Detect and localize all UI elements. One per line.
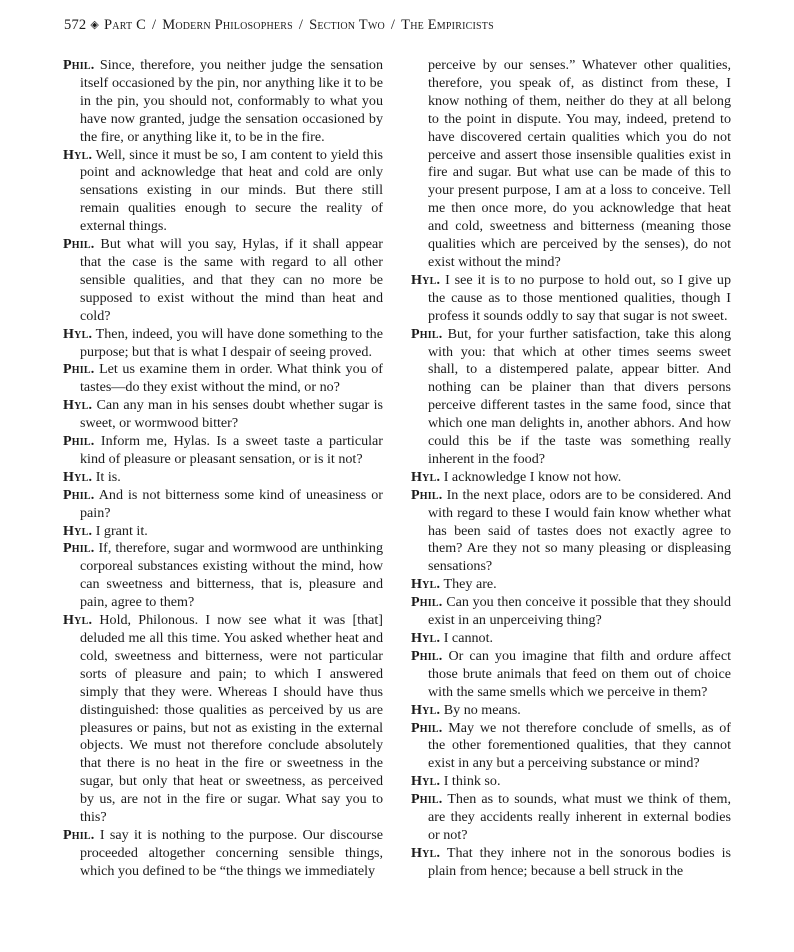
dialogue-paragraph: [63, 487, 383, 523]
dialogue-paragraph: [411, 272, 731, 326]
speaker-label: Hyl.: [411, 844, 441, 861]
paragraph-text: That they inhere not in the sonorous bodies is plain from hence; because a bell struck in the: [428, 844, 731, 879]
dialogue-paragraph: [411, 576, 731, 594]
speaker-label: Phil.: [63, 57, 95, 73]
dialogue-paragraph-continued: [411, 57, 731, 272]
dialogue-paragraph: [63, 827, 383, 881]
diamond-ornament-icon: ◈: [90, 19, 100, 31]
left-column: [63, 57, 383, 881]
paragraph-text: I think so.: [443, 773, 501, 790]
right-column: [411, 57, 731, 881]
header-book: Modern Philosophers: [162, 17, 293, 33]
header-section: Section Two: [309, 17, 385, 33]
paragraph-text: Since, therefore, you neither judge the sensation itself occasioned by the pin, nor anything like it to be in the pin, you should not, conformably to what you have now granted, judge the sensation occasioned by the fire, or anything like it, to be in the fire.: [80, 57, 383, 145]
header-separator: /: [298, 17, 304, 33]
header-part: Part C: [104, 17, 146, 33]
paragraph-text: If, therefore, sugar and wormwood are unthinking corporeal substances existing without the mind, how can sweetness and bitterness, that is, pleasure and pain, agree to them?: [80, 540, 383, 611]
dialogue-paragraph: [63, 361, 383, 397]
dialogue-paragraph: [411, 594, 731, 630]
speaker-label: Phil.: [411, 647, 443, 664]
paragraph-text: They are.: [443, 576, 497, 593]
header-separator: /: [152, 17, 157, 33]
header-separator: /: [390, 17, 396, 33]
dialogue-paragraph: [63, 236, 383, 326]
paragraph-text: I acknowledge I know not how.: [443, 468, 622, 485]
dialogue-paragraph: [411, 630, 731, 648]
paragraph-text: Then as to sounds, what must we think of them, are they accidents really inherent in external bodies or not?: [428, 791, 731, 843]
speaker-label: Hyl.: [63, 522, 93, 539]
paragraph-text: By no means.: [443, 701, 521, 718]
speaker-label: Phil.: [63, 236, 95, 253]
speaker-label: Hyl.: [63, 468, 93, 485]
page-number: 572: [64, 17, 87, 33]
speaker-label: Hyl.: [63, 146, 93, 163]
speaker-label: Phil.: [411, 719, 443, 736]
speaker-label: Phil.: [411, 594, 443, 611]
dialogue-paragraph: [63, 433, 383, 469]
dialogue-paragraph: [411, 773, 731, 791]
speaker-label: Phil.: [63, 486, 95, 503]
paragraph-text: Well, since it must be so, I am content to yield this point and acknowledge that heat and cold are only sensations existing in our minds. But there still remain qualities enough to secure the reality of external things.: [80, 146, 383, 235]
dialogue-paragraph: [411, 487, 731, 577]
running-header: [64, 17, 754, 34]
dialogue-paragraph: [63, 469, 383, 487]
speaker-label: Phil.: [63, 361, 95, 378]
speaker-label: Hyl.: [411, 630, 441, 646]
dialogue-paragraph: [411, 720, 731, 774]
dialogue-paragraph: [411, 326, 731, 469]
speaker-label: Hyl.: [411, 701, 441, 718]
dialogue-paragraph: [63, 326, 383, 362]
dialogue-paragraph: [63, 147, 383, 237]
dialogue-paragraph: [63, 57, 383, 147]
speaker-label: Phil.: [63, 433, 95, 450]
paragraph-text: Or can you imagine that filth and ordure affect those brute animals that feed on them out of choice with the same smells which we perceive in them?: [428, 647, 731, 700]
speaker-label: Phil.: [411, 791, 443, 808]
paragraph-text: I grant it.: [95, 522, 148, 539]
speaker-label: Phil.: [411, 486, 443, 503]
paragraph-text: I cannot.: [443, 630, 494, 646]
dialogue-paragraph: [63, 397, 383, 433]
paragraph-text: Let us examine them in order. What think you of tastes—do they exist without the mind, or no?: [80, 361, 383, 396]
dialogue-paragraph: [63, 523, 383, 541]
paragraph-text: May we not therefore conclude of smells, as of the other forementioned qualities, that they cannot exist in any but a perceiving substance or mind?: [428, 719, 731, 772]
paragraph-text: Can any man in his senses doubt whether sugar is sweet, or wormwood bitter?: [80, 397, 383, 432]
dialogue-paragraph: [411, 469, 731, 487]
speaker-label: Hyl.: [411, 773, 441, 790]
paragraph-text: In the next place, odors are to be considered. And with regard to these I would fain know whether what has been said of tastes does not exactly agree to them? Are they not so many pleasing or displeasing sensations?: [428, 486, 731, 575]
paragraph-text: I say it is nothing to the purpose. Our discourse proceeded altogether concerning sensible things, which you defined to be “the things we immediately: [80, 826, 383, 879]
speaker-label: Hyl.: [63, 325, 93, 342]
paragraph-text: perceive by our senses.” Whatever other qualities, therefore, you speak of, as distinct from these, I know nothing of them, neither do they at all belong to the point in dispute. You may, indeed, pretend to have discovered certain qualities which you do not perceive and assert those insensible qualities exist in fire and sugar. But what use can be made of this to your present purpose, I am at a loss to conceive. Tell me then once more, do you acknowledge that heat and cold, sweetness and bitterness (meaning those qualities which are perceived by the senses), do not exist without the mind?: [428, 57, 731, 270]
speaker-label: Phil.: [411, 325, 443, 342]
dialogue-paragraph: [63, 612, 383, 827]
paragraph-text: I see it is to no purpose to hold out, so I give up the cause as to those mentioned qualities, though I profess it sounds oddly to say that sugar is not sweet.: [428, 271, 731, 324]
dialogue-paragraph: [411, 791, 731, 845]
speaker-label: Phil.: [63, 540, 95, 557]
paragraph-text: Can you then conceive it possible that they should exist in an unperceiving thing?: [428, 594, 731, 629]
paragraph-text: But, for your further satisfaction, take this along with you: that which at other times seems sweet shall, to a distempered palate, appear bitter. And nothing can be plainer than that divers persons perceive different tastes in the same food, since that which one man delights in, another abhors. And how could this be if the taste was something really inherent in the food?: [428, 325, 731, 467]
paragraph-text: Inform me, Hylas. Is a sweet taste a particular kind of pleasure or pleasant sensation, or is it not?: [80, 433, 383, 467]
paragraph-text: And is not bitterness some kind of uneasiness or pain?: [80, 486, 383, 521]
dialogue-paragraph: [411, 845, 731, 881]
speaker-label: Hyl.: [411, 576, 441, 593]
speaker-label: Hyl.: [411, 468, 441, 485]
header-chapter: The Empiricists: [401, 17, 494, 33]
dialogue-paragraph: [411, 648, 731, 702]
paragraph-text: Hold, Philonous. I now see what it was [that] deluded me all this time. You asked whether heat and cold, sweetness and bitterness, were not particular sorts of pleasure and pain; to which I answered simply that they were. Whereas I should have thus distinguished: those qualities as perceived by us are pleasures or pains, but not as existing in the external objects. We must not therefore conclude absolutely that there is no heat in the fire or sweetness in the sugar, but only that heat or sweetness, as perceived by us, are not in the fire or sugar. What say you to this?: [80, 612, 383, 826]
speaker-label: Hyl.: [63, 612, 93, 629]
speaker-label: Hyl.: [63, 397, 93, 414]
dialogue-paragraph: [411, 702, 731, 720]
paragraph-text: It is.: [95, 468, 121, 485]
paragraph-text: Then, indeed, you will have done something to the purpose; but that is what I despair of seeing proved.: [80, 325, 383, 360]
dialogue-paragraph: [63, 540, 383, 612]
speaker-label: Hyl.: [411, 271, 441, 288]
paragraph-text: But what will you say, Hylas, if it shall appear that the case is the same with regard to all other sensible qualities, and that they can no more be supposed to exist without the mind than heat and cold?: [80, 236, 383, 324]
speaker-label: Phil.: [63, 826, 95, 843]
